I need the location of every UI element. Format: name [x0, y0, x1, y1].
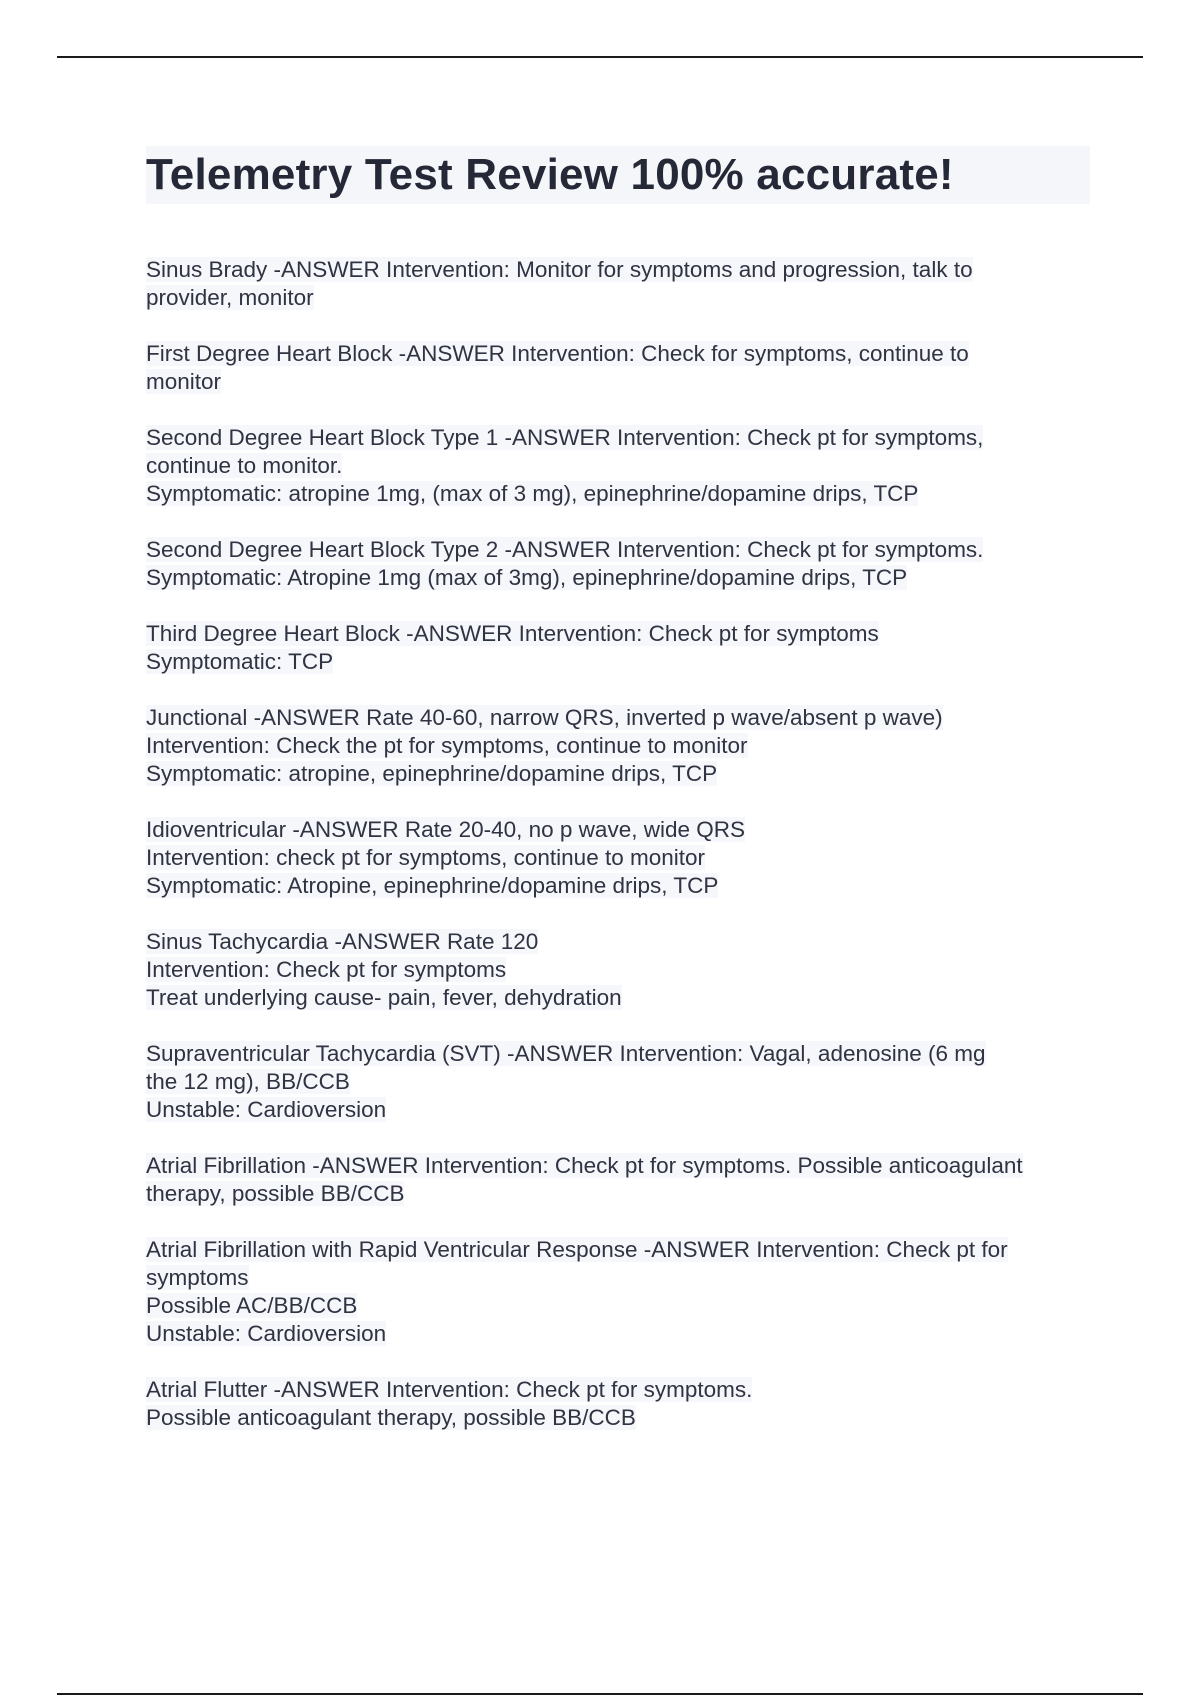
- entry-line: [146, 620, 1090, 648]
- document-page: [146, 146, 1090, 1460]
- entry-line-text: Second Degree Heart Block Type 2 -ANSWER Intervention: Check pt for symptoms.: [146, 537, 984, 562]
- entry-line: [146, 872, 1090, 900]
- entry-line-text: Possible AC/BB/CCB: [146, 1293, 358, 1318]
- entry-line: [146, 1292, 1090, 1320]
- entry-line-text: Atrial Flutter -ANSWER Intervention: Check pt for symptoms.: [146, 1377, 753, 1402]
- entry-line: [146, 648, 1090, 676]
- answer-entry: [146, 704, 1090, 788]
- entry-line: [146, 984, 1090, 1012]
- entry-line-text: Sinus Brady -ANSWER Intervention: Monitor for symptoms and progression, talk to: [146, 257, 973, 282]
- entry-line: [146, 1404, 1090, 1432]
- entry-line: [146, 536, 1090, 564]
- entry-line: [146, 1180, 1090, 1208]
- answer-entry: [146, 928, 1090, 1012]
- entry-line: [146, 256, 1090, 284]
- entry-line-text: Atrial Fibrillation -ANSWER Intervention: Check pt for symptoms. Possible anticoagulant: [146, 1153, 1023, 1178]
- entry-line: [146, 1320, 1090, 1348]
- entry-line: [146, 760, 1090, 788]
- entry-line: [146, 452, 1090, 480]
- entry-line: [146, 424, 1090, 452]
- entry-line-text: Supraventricular Tachycardia (SVT) -ANSWER Intervention: Vagal, adenosine (6 mg: [146, 1041, 986, 1066]
- answer-entry: [146, 1376, 1090, 1432]
- entry-line: [146, 956, 1090, 984]
- entry-line: [146, 1096, 1090, 1124]
- title-banner: [146, 146, 1090, 204]
- entry-line-text: Unstable: Cardioversion: [146, 1321, 387, 1346]
- top-rule: [57, 56, 1143, 58]
- entry-line-text: Symptomatic: atropine, epinephrine/dopamine drips, TCP: [146, 761, 718, 786]
- answer-entry: [146, 424, 1090, 508]
- entry-line: [146, 704, 1090, 732]
- entry-line-text: Symptomatic: Atropine, epinephrine/dopamine drips, TCP: [146, 873, 719, 898]
- entry-line-text: Atrial Fibrillation with Rapid Ventricular Response -ANSWER Intervention: Check pt for: [146, 1237, 1008, 1262]
- entry-line: [146, 1236, 1090, 1264]
- entry-line: [146, 564, 1090, 592]
- entry-line-text: Intervention: Check pt for symptoms: [146, 957, 507, 982]
- entry-line-text: the 12 mg), BB/CCB: [146, 1069, 350, 1094]
- answer-entry: [146, 1040, 1090, 1124]
- answer-entry: [146, 620, 1090, 676]
- document-title: Telemetry Test Review 100% accurate!: [146, 150, 954, 199]
- answer-entry: [146, 536, 1090, 592]
- entry-line-text: Third Degree Heart Block -ANSWER Intervention: Check pt for symptoms: [146, 621, 879, 646]
- answer-entry: [146, 1152, 1090, 1208]
- entry-line-text: Unstable: Cardioversion: [146, 1097, 387, 1122]
- entry-line-text: Possible anticoagulant therapy, possible BB/CCB: [146, 1405, 636, 1430]
- entry-line: [146, 844, 1090, 872]
- entry-line: [146, 1068, 1090, 1096]
- entry-line-text: Sinus Tachycardia -ANSWER Rate 120: [146, 929, 539, 954]
- entry-line-text: Second Degree Heart Block Type 1 -ANSWER Intervention: Check pt for symptoms,: [146, 425, 984, 450]
- entry-line: [146, 816, 1090, 844]
- answer-list: [146, 256, 1090, 1432]
- entry-line: [146, 480, 1090, 508]
- entry-line-text: monitor: [146, 369, 222, 394]
- entry-line: [146, 928, 1090, 956]
- entry-line-text: provider, monitor: [146, 285, 314, 310]
- entry-line: [146, 732, 1090, 760]
- entry-line-text: Junctional -ANSWER Rate 40-60, narrow QRS, inverted p wave/absent p wave): [146, 705, 943, 730]
- entry-line-text: Intervention: Check the pt for symptoms, continue to monitor: [146, 733, 748, 758]
- answer-entry: [146, 340, 1090, 396]
- entry-line: [146, 340, 1090, 368]
- entry-line: [146, 1376, 1090, 1404]
- entry-line: [146, 1040, 1090, 1068]
- bottom-rule: [57, 1693, 1143, 1695]
- entry-line-text: therapy, possible BB/CCB: [146, 1181, 405, 1206]
- entry-line-text: Symptomatic: TCP: [146, 649, 334, 674]
- answer-entry: [146, 256, 1090, 312]
- entry-line-text: First Degree Heart Block -ANSWER Intervention: Check for symptoms, continue to: [146, 341, 969, 366]
- entry-line-text: Symptomatic: Atropine 1mg (max of 3mg), epinephrine/dopamine drips, TCP: [146, 565, 908, 590]
- entry-line-text: continue to monitor.: [146, 453, 343, 478]
- entry-line: [146, 1264, 1090, 1292]
- entry-line: [146, 284, 1090, 312]
- entry-line: [146, 1152, 1090, 1180]
- entry-line-text: symptoms: [146, 1265, 249, 1290]
- entry-line: [146, 368, 1090, 396]
- answer-entry: [146, 1236, 1090, 1348]
- entry-line-text: Intervention: check pt for symptoms, continue to monitor: [146, 845, 706, 870]
- entry-line-text: Symptomatic: atropine 1mg, (max of 3 mg), epinephrine/dopamine drips, TCP: [146, 481, 919, 506]
- entry-line-text: Idioventricular -ANSWER Rate 20-40, no p wave, wide QRS: [146, 817, 745, 842]
- entry-line-text: Treat underlying cause- pain, fever, dehydration: [146, 985, 622, 1010]
- answer-entry: [146, 816, 1090, 900]
